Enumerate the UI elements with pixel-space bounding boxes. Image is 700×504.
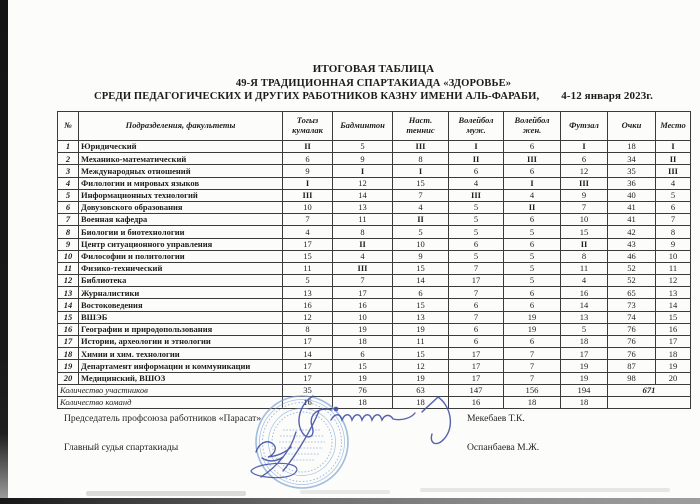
result-cell: 16 bbox=[561, 287, 608, 299]
column-header-0: № bbox=[58, 112, 79, 141]
table-row bbox=[58, 336, 691, 348]
column-header-6: Волейбол жен. bbox=[504, 112, 561, 141]
row-number: 17 bbox=[58, 336, 79, 348]
footer-total bbox=[608, 396, 691, 408]
table-row bbox=[58, 238, 691, 250]
result-cell: 9 bbox=[393, 250, 449, 262]
department-name: Географии и природопользования bbox=[79, 323, 283, 335]
result-cell: 19 bbox=[504, 311, 561, 323]
footer-value: 156 bbox=[504, 384, 561, 396]
points-cell: 42 bbox=[608, 226, 656, 238]
points-cell: 43 bbox=[608, 238, 656, 250]
row-number: 4 bbox=[58, 177, 79, 189]
result-cell: 19 bbox=[393, 323, 449, 335]
place-cell: 11 bbox=[656, 262, 691, 274]
footer-value: 18 bbox=[393, 396, 449, 408]
result-cell: 17 bbox=[283, 360, 333, 372]
place-cell: 7 bbox=[656, 214, 691, 226]
scan-edge-bottom bbox=[0, 498, 700, 504]
result-cell: 7 bbox=[333, 275, 393, 287]
footer-total: 671 bbox=[608, 384, 691, 396]
result-cell: 6 bbox=[449, 299, 504, 311]
result-cell: 7 bbox=[449, 311, 504, 323]
row-number: 7 bbox=[58, 214, 79, 226]
points-cell: 73 bbox=[608, 299, 656, 311]
result-cell: 10 bbox=[561, 214, 608, 226]
place-cell: 6 bbox=[656, 201, 691, 213]
result-cell: 9 bbox=[283, 165, 333, 177]
scan-edge-left bbox=[0, 0, 8, 504]
result-cell: 6 bbox=[283, 153, 333, 165]
result-cell: 17 bbox=[449, 348, 504, 360]
result-cell: 5 bbox=[393, 226, 449, 238]
title-line-2: 49-Я ТРАДИЦИОННАЯ СПАРТАКИАДА «ЗДОРОВЬЕ» bbox=[235, 77, 512, 89]
scan-smudge bbox=[420, 488, 670, 492]
table-footer-row bbox=[58, 384, 691, 396]
result-cell: 15 bbox=[393, 299, 449, 311]
column-header-7: Футзал bbox=[561, 112, 608, 141]
scan-smudge bbox=[300, 490, 390, 494]
department-name: Информационных технологий bbox=[79, 189, 283, 201]
result-cell: 17 bbox=[283, 238, 333, 250]
table-row bbox=[58, 165, 691, 177]
place-cell: 9 bbox=[656, 238, 691, 250]
column-header-8: Очки bbox=[608, 112, 656, 141]
department-name: Механико-математический bbox=[79, 153, 283, 165]
points-cell: 52 bbox=[608, 275, 656, 287]
result-cell: 4 bbox=[283, 226, 333, 238]
result-cell: I bbox=[504, 177, 561, 189]
result-cell: 15 bbox=[393, 348, 449, 360]
footer-value: 16 bbox=[283, 396, 333, 408]
result-cell: 6 bbox=[504, 165, 561, 177]
column-header-5: Волейбол муж. bbox=[449, 112, 504, 141]
points-cell: 18 bbox=[608, 141, 656, 153]
department-name: Филологии и мировых языков bbox=[79, 177, 283, 189]
points-cell: 52 bbox=[608, 262, 656, 274]
result-cell: 18 bbox=[333, 336, 393, 348]
result-cell: I bbox=[561, 141, 608, 153]
result-cell: 17 bbox=[283, 372, 333, 384]
row-number: 14 bbox=[58, 299, 79, 311]
column-header-4: Наст. теннис bbox=[393, 112, 449, 141]
table-row bbox=[58, 226, 691, 238]
points-cell: 87 bbox=[608, 360, 656, 372]
result-cell: 6 bbox=[393, 287, 449, 299]
result-cell: 4 bbox=[561, 275, 608, 287]
result-cell: 19 bbox=[561, 360, 608, 372]
row-number: 15 bbox=[58, 311, 79, 323]
result-cell: 5 bbox=[449, 201, 504, 213]
place-cell: 19 bbox=[656, 360, 691, 372]
result-cell: 13 bbox=[333, 201, 393, 213]
result-cell: 19 bbox=[393, 372, 449, 384]
result-cell: 13 bbox=[283, 287, 333, 299]
result-cell: 5 bbox=[283, 275, 333, 287]
row-number: 19 bbox=[58, 360, 79, 372]
table-row bbox=[58, 360, 691, 372]
points-cell: 76 bbox=[608, 348, 656, 360]
row-number: 9 bbox=[58, 238, 79, 250]
place-cell: 14 bbox=[656, 299, 691, 311]
result-cell: III bbox=[283, 189, 333, 201]
place-cell: 12 bbox=[656, 275, 691, 287]
table-row bbox=[58, 201, 691, 213]
points-cell: 41 bbox=[608, 214, 656, 226]
result-cell: I bbox=[333, 165, 393, 177]
result-cell: 14 bbox=[333, 189, 393, 201]
result-cell: 14 bbox=[393, 275, 449, 287]
result-cell: 17 bbox=[449, 372, 504, 384]
result-cell: 13 bbox=[393, 311, 449, 323]
result-cell: 12 bbox=[393, 360, 449, 372]
table-row bbox=[58, 323, 691, 335]
points-cell: 65 bbox=[608, 287, 656, 299]
department-name: Физико-технический bbox=[79, 262, 283, 274]
column-header-3: Бадминтон bbox=[333, 112, 393, 141]
points-cell: 46 bbox=[608, 250, 656, 262]
result-cell: 6 bbox=[504, 214, 561, 226]
points-cell: 98 bbox=[608, 372, 656, 384]
points-cell: 76 bbox=[608, 323, 656, 335]
result-cell: 15 bbox=[393, 177, 449, 189]
table-row bbox=[58, 141, 691, 153]
result-cell: 8 bbox=[393, 153, 449, 165]
result-cell: 12 bbox=[283, 311, 333, 323]
column-header-1: Подразделения, факультеты bbox=[79, 112, 283, 141]
result-cell: 7 bbox=[504, 372, 561, 384]
place-cell: 5 bbox=[656, 189, 691, 201]
footer-value: 18 bbox=[504, 396, 561, 408]
result-cell: 17 bbox=[449, 275, 504, 287]
row-number: 5 bbox=[58, 189, 79, 201]
row-number: 6 bbox=[58, 201, 79, 213]
table-row bbox=[58, 177, 691, 189]
points-cell: 74 bbox=[608, 311, 656, 323]
result-cell: 7 bbox=[449, 262, 504, 274]
table-row bbox=[58, 311, 691, 323]
table-body bbox=[58, 141, 691, 409]
table-row bbox=[58, 262, 691, 274]
result-cell: 7 bbox=[561, 201, 608, 213]
column-header-9: Место bbox=[656, 112, 691, 141]
results-table bbox=[57, 111, 691, 409]
result-cell: 7 bbox=[504, 348, 561, 360]
result-cell: II bbox=[283, 141, 333, 153]
row-number: 1 bbox=[58, 141, 79, 153]
result-cell: II bbox=[449, 153, 504, 165]
footer-value: 18 bbox=[561, 396, 608, 408]
result-cell: 6 bbox=[504, 238, 561, 250]
table-row bbox=[58, 287, 691, 299]
place-cell: 20 bbox=[656, 372, 691, 384]
table-header bbox=[58, 112, 691, 141]
result-cell: 5 bbox=[449, 214, 504, 226]
result-cell: 8 bbox=[283, 323, 333, 335]
result-cell: 17 bbox=[561, 348, 608, 360]
result-cell: III bbox=[561, 177, 608, 189]
department-name: ВШЭБ bbox=[79, 311, 283, 323]
chief-judge-label: Главный судья спартакиады bbox=[64, 442, 179, 453]
result-cell: 14 bbox=[283, 348, 333, 360]
points-cell: 35 bbox=[608, 165, 656, 177]
result-cell: 6 bbox=[449, 165, 504, 177]
department-name: Международных отношений bbox=[79, 165, 283, 177]
result-cell: 7 bbox=[449, 287, 504, 299]
result-cell: 4 bbox=[333, 250, 393, 262]
row-number: 12 bbox=[58, 275, 79, 287]
place-cell: I bbox=[656, 141, 691, 153]
result-cell: 9 bbox=[333, 153, 393, 165]
footer-value: 18 bbox=[333, 396, 393, 408]
result-cell: 11 bbox=[561, 262, 608, 274]
department-name: Химии и хим. технологии bbox=[79, 348, 283, 360]
result-cell: 16 bbox=[333, 299, 393, 311]
result-cell: 15 bbox=[561, 226, 608, 238]
result-cell: 19 bbox=[504, 323, 561, 335]
row-number: 11 bbox=[58, 262, 79, 274]
result-cell: 15 bbox=[283, 250, 333, 262]
result-cell: 5 bbox=[504, 250, 561, 262]
result-cell: 10 bbox=[333, 311, 393, 323]
footer-value: 16 bbox=[449, 396, 504, 408]
scan-smudge bbox=[86, 491, 246, 496]
result-cell: III bbox=[449, 189, 504, 201]
table-row bbox=[58, 348, 691, 360]
department-name: Медицинский, ВШОЗ bbox=[79, 372, 283, 384]
result-cell: 19 bbox=[561, 372, 608, 384]
result-cell: 10 bbox=[393, 238, 449, 250]
department-name: Философии и политологии bbox=[79, 250, 283, 262]
table-row bbox=[58, 299, 691, 311]
result-cell: II bbox=[333, 238, 393, 250]
place-cell: 18 bbox=[656, 348, 691, 360]
table-row bbox=[58, 214, 691, 226]
result-cell: II bbox=[504, 201, 561, 213]
row-number: 3 bbox=[58, 165, 79, 177]
result-cell: 6 bbox=[333, 348, 393, 360]
row-number: 10 bbox=[58, 250, 79, 262]
result-cell: 15 bbox=[393, 262, 449, 274]
result-cell: 7 bbox=[283, 214, 333, 226]
document-title-block bbox=[57, 63, 690, 104]
table-row bbox=[58, 372, 691, 384]
result-cell: 19 bbox=[333, 372, 393, 384]
title-line-3-text: СРЕДИ ПЕДАГОГИЧЕСКИХ И ДРУГИХ РАБОТНИКОВ КАЗНУ ИМЕНИ АЛЬ-ФАРАБИ, bbox=[93, 91, 540, 102]
result-cell: 6 bbox=[561, 153, 608, 165]
result-cell: I bbox=[393, 165, 449, 177]
table-footer-row bbox=[58, 396, 691, 408]
result-cell: 6 bbox=[449, 336, 504, 348]
points-cell: 36 bbox=[608, 177, 656, 189]
place-cell: 15 bbox=[656, 311, 691, 323]
result-cell: II bbox=[393, 214, 449, 226]
place-cell: 13 bbox=[656, 287, 691, 299]
department-name: Центр ситуационного управления bbox=[79, 238, 283, 250]
result-cell: 11 bbox=[283, 262, 333, 274]
place-cell: 16 bbox=[656, 323, 691, 335]
result-cell: II bbox=[561, 238, 608, 250]
result-cell: 4 bbox=[449, 177, 504, 189]
chief-judge-name: Оспанбаева М.Ж. bbox=[467, 442, 540, 453]
result-cell: 12 bbox=[333, 177, 393, 189]
table-row bbox=[58, 275, 691, 287]
result-cell: 5 bbox=[449, 226, 504, 238]
result-cell: 11 bbox=[393, 336, 449, 348]
department-name: Востоковедения bbox=[79, 299, 283, 311]
place-cell: 10 bbox=[656, 250, 691, 262]
result-cell: 6 bbox=[504, 299, 561, 311]
result-cell: 17 bbox=[333, 287, 393, 299]
footer-value: 147 bbox=[449, 384, 504, 396]
result-cell: 5 bbox=[504, 226, 561, 238]
department-name: Департамент информации и коммуникации bbox=[79, 360, 283, 372]
place-cell: 8 bbox=[656, 226, 691, 238]
result-cell: 6 bbox=[504, 336, 561, 348]
row-number: 13 bbox=[58, 287, 79, 299]
column-header-2: Тогыз кумалак bbox=[283, 112, 333, 141]
table-row bbox=[58, 189, 691, 201]
result-cell: 5 bbox=[333, 141, 393, 153]
result-cell: III bbox=[333, 262, 393, 274]
table-row bbox=[58, 153, 691, 165]
result-cell: 14 bbox=[561, 299, 608, 311]
place-cell: 17 bbox=[656, 336, 691, 348]
points-cell: 76 bbox=[608, 336, 656, 348]
title-line-1: ИТОГОВАЯ ТАБЛИЦА bbox=[312, 63, 435, 75]
table-header-row bbox=[58, 112, 691, 141]
row-number: 2 bbox=[58, 153, 79, 165]
result-cell: 5 bbox=[561, 323, 608, 335]
result-cell: 13 bbox=[561, 311, 608, 323]
table-row bbox=[58, 250, 691, 262]
result-cell: I bbox=[449, 141, 504, 153]
footer-label: Количество участников bbox=[58, 384, 283, 396]
result-cell: 6 bbox=[504, 141, 561, 153]
row-number: 16 bbox=[58, 323, 79, 335]
result-cell: 6 bbox=[449, 238, 504, 250]
footer-value: 194 bbox=[561, 384, 608, 396]
result-cell: 11 bbox=[333, 214, 393, 226]
footer-label: Количество команд bbox=[58, 396, 283, 408]
result-cell: I bbox=[283, 177, 333, 189]
event-date: 4-12 января 2023г. bbox=[561, 90, 654, 102]
result-cell: 5 bbox=[504, 275, 561, 287]
result-cell: 17 bbox=[449, 360, 504, 372]
result-cell: 8 bbox=[561, 250, 608, 262]
result-cell: 12 bbox=[561, 165, 608, 177]
result-cell: 19 bbox=[333, 323, 393, 335]
department-name: Довузовского образования bbox=[79, 201, 283, 213]
result-cell: 18 bbox=[561, 336, 608, 348]
department-name: Юридический bbox=[79, 141, 283, 153]
footer-value: 63 bbox=[393, 384, 449, 396]
result-cell: 5 bbox=[504, 262, 561, 274]
points-cell: 40 bbox=[608, 189, 656, 201]
footer-value: 35 bbox=[283, 384, 333, 396]
result-cell: 10 bbox=[283, 201, 333, 213]
result-cell: 17 bbox=[283, 336, 333, 348]
result-cell: 4 bbox=[504, 189, 561, 201]
place-cell: III bbox=[656, 165, 691, 177]
footer-value: 76 bbox=[333, 384, 393, 396]
row-number: 20 bbox=[58, 372, 79, 384]
department-name: Истории, археологии и этнологии bbox=[79, 336, 283, 348]
points-cell: 34 bbox=[608, 153, 656, 165]
result-cell: 9 bbox=[561, 189, 608, 201]
result-cell: III bbox=[504, 153, 561, 165]
result-cell: 15 bbox=[333, 360, 393, 372]
department-name: Журналистики bbox=[79, 287, 283, 299]
result-cell: 5 bbox=[449, 250, 504, 262]
result-cell: 4 bbox=[393, 201, 449, 213]
chairman-label: Председатель профсоюза работников «Парасат» bbox=[64, 413, 262, 424]
result-cell: 16 bbox=[283, 299, 333, 311]
chairman-name: Мекебаев Т.К. bbox=[467, 413, 525, 424]
result-cell: 7 bbox=[393, 189, 449, 201]
points-cell: 41 bbox=[608, 201, 656, 213]
row-number: 8 bbox=[58, 226, 79, 238]
title-line-3 bbox=[57, 90, 690, 104]
department-name: Библиотека bbox=[79, 275, 283, 287]
result-cell: 6 bbox=[449, 323, 504, 335]
place-cell: 4 bbox=[656, 177, 691, 189]
round-stamp-icon bbox=[256, 396, 348, 488]
result-cell: 7 bbox=[504, 360, 561, 372]
place-cell: II bbox=[656, 153, 691, 165]
department-name: Биологии и биотехнологии bbox=[79, 226, 283, 238]
department-name: Военная кафедра bbox=[79, 214, 283, 226]
row-number: 18 bbox=[58, 348, 79, 360]
result-cell: 6 bbox=[504, 287, 561, 299]
result-cell: III bbox=[393, 141, 449, 153]
result-cell: 8 bbox=[333, 226, 393, 238]
